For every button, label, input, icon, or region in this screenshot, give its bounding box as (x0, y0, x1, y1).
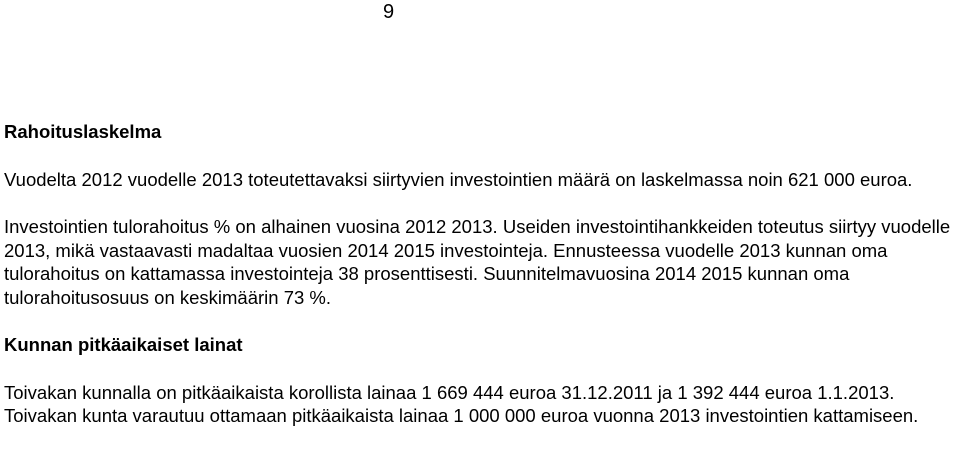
page-number: 9 (383, 1, 395, 23)
paragraph-siirtyvat-investoinnit: Vuodelta 2012 vuodelle 2013 toteutettavaksi siirtyvien investointien määrä on laskelmassa noin 621 000 euroa. (4, 168, 913, 190)
document-body (4, 120, 960, 428)
section-heading-rahoituslaskelma: Rahoituslaskelma (4, 121, 162, 142)
paragraph-lainat: Toivakan kunnalla on pitkäaikaista korollista lainaa 1 669 444 euroa 31.12.2011 ja 1 392 444 euroa 1.1.2013. Toivakan kunta varautuu ottamaan pitkäaikaista lainaa 1 000 000 euroa vuonna 2013 investointien kattamiseen. (4, 381, 919, 426)
paragraph-investointien-tulorahoitus: Investointien tulorahoitus % on alhainen vuosina 2012 2013. Useiden investointihankkeiden toteutus siirtyy vuodelle 2013, mikä vastaavasti madaltaa vuosien 2014 2015 investointeja. Ennusteessa vuodelle 2013 kunnan oma tulorahoitus on kattamassa investointeja 38 prosenttisesti. Suunnitelmavuosina 2014 2015 kunnan oma tulorahoitusosuus on keskimäärin 73 %. (4, 216, 951, 308)
section-heading-pitkaaikaiset-lainat: Kunnan pitkäaikaiset lainat (4, 334, 243, 355)
